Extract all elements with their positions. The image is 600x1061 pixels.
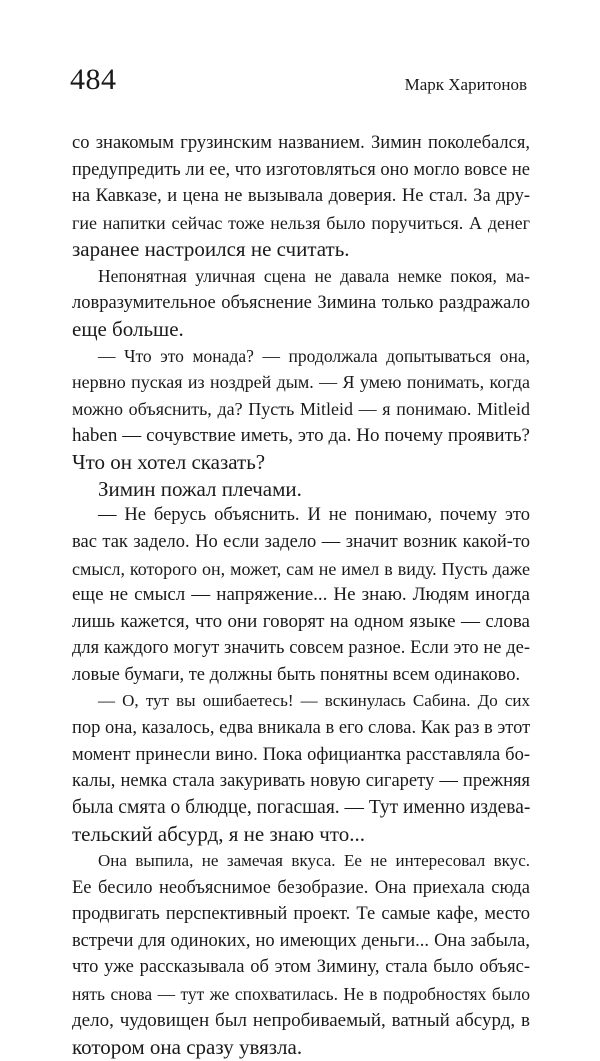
text-line: — Что это монада? — продолжала допытываться она, [98,345,530,366]
text-line: Ее бесило необъяснимое безобразие. Она приехала сюда [72,877,530,898]
text-line: пор она, казалось, едва вникала в его слова. Как раз в этот [72,718,531,739]
text-line: смысл, которого он, может, сам не имел в виду. Пусть даже [72,558,530,579]
text-line: Непонятная уличная сцена не давала немке покоя, ма- [98,265,530,286]
text-line: — Не берусь объяснить. И не понимаю, почему это [98,505,530,526]
text-line: дело, чудовищен был непробиваемый, ватный абсурд, в [72,1009,530,1031]
text-line: нять снова — тут же спохватилась. Не в подробностях было [72,984,530,1004]
text-line: Зимин пожал плечами. [98,476,302,501]
text-line: еще не смысл — напряжение... Не знаю. Людям иногда [72,584,530,606]
text-line: Она выпила, не замечая вкуса. Ее не интересовал вкус. [98,851,530,871]
text-line: гие напитки сейчас тоже нельзя было поручиться. А денег [72,212,530,233]
text-line: Что он хотел сказать? [72,450,266,475]
text-line: — О, тут вы ошибаетесь! — вскинулась Сабина. До сих [98,691,530,711]
text-line: что уже рассказывала об этом Зимину, стала было объяс- [72,957,530,978]
text-line: для каждого могут значить совсем разное. Если это не де- [72,638,530,659]
text-line: встречи для одиноких, но имеющих деньги... Она забыла, [72,930,530,951]
text-line: ловразумительное объяснение Зимина только раздражало [72,292,530,313]
text-line: тельский абсурд, я не знаю что... [72,822,365,847]
text-line: вас так задело. Но если задело — значит возник какой-то [72,531,530,552]
text-line: нервно пуская из ноздрей дым. — Я умею понимать, когда [72,372,530,393]
text-line: предупредить ли ее, что изготовляться оно могло вовсе не [72,159,530,180]
page-number: 484 [70,63,117,96]
text-line: калы, немка стала закуривать новую сигарету — прежняя [72,771,530,792]
text-line: заранее настроился не считать. [72,237,350,262]
text-line: момент принесли вино. Пока официантка расставляла бо- [72,744,530,765]
text-line: на Кавказе, и цена не вызывала доверия. Не стал. За дру- [72,186,530,207]
text-line: котором она сразу увязла. [72,1035,303,1060]
text-line: haben — сочувствие иметь, это да. Но почему проявить? [72,424,530,446]
text-line: ловые бумаги, те должны быть понятны всем одинаково. [72,664,521,685]
text-line: еще больше. [72,317,184,342]
text-line: со знакомым грузинским названием. Зимин поколебался, [72,133,530,153]
running-header: Марк Харитонов [404,75,527,94]
body-text [72,130,530,1061]
text-line: лишь кажется, что они говорят на одном языке — слова [72,610,530,632]
text-line: была смята о блюдце, погасшая. — Тут именно издева- [72,796,531,818]
text-line: продвигать перспективный проект. Те самые кафе, место [72,904,530,925]
text-line: можно объяснить, да? Пусть Mitleid — я понимаю. Mitleid [72,398,530,419]
